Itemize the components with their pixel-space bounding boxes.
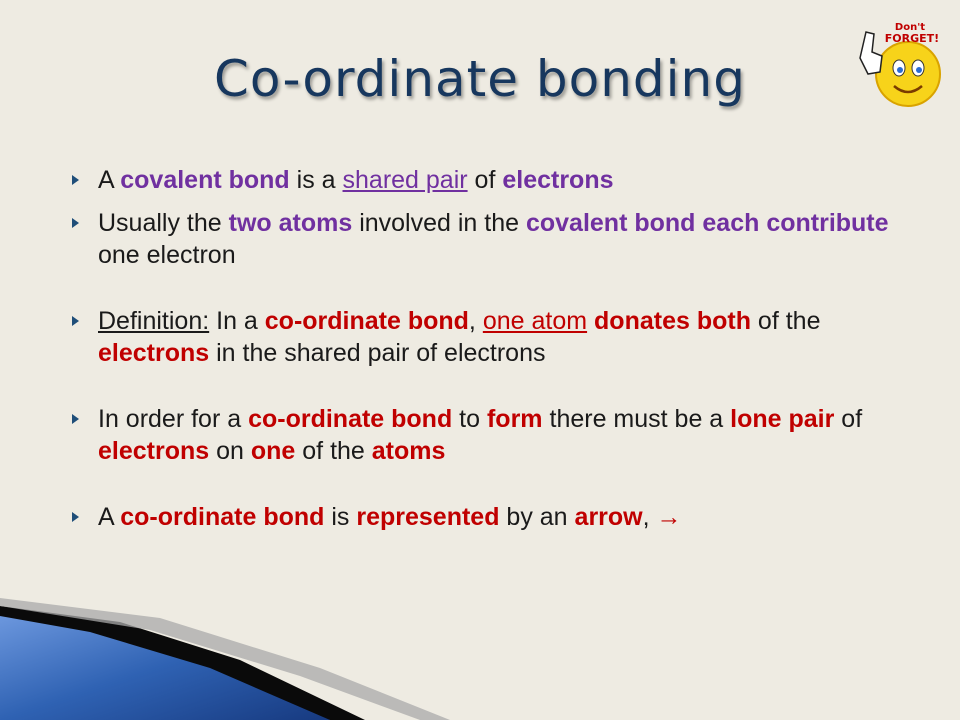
bullet-text-run: electrons <box>98 437 210 465</box>
bullet-text-run: In a <box>209 307 265 335</box>
bullet-text-run: on <box>209 437 251 465</box>
bullet-text-run: A <box>98 503 121 531</box>
bullet-text-run: co-ordinate bond <box>120 503 325 531</box>
bullet-item <box>72 403 902 467</box>
bullet-arrow-icon <box>72 316 79 326</box>
bullet-text-run: represented <box>356 503 500 531</box>
bullet-text-run: of <box>467 166 503 194</box>
bullet-text-run: → <box>656 503 682 531</box>
bullet-text-run: In order for a <box>98 405 249 433</box>
bullet-item <box>72 305 902 369</box>
bullet-text-run <box>587 307 594 335</box>
bullet-item <box>72 501 902 533</box>
bullet-text-run: donates <box>594 307 690 335</box>
bullet-text-run: lone pair <box>730 405 835 433</box>
bullet-text-run: atoms <box>371 437 446 465</box>
bullet-text-run: co-ordinate bond <box>264 307 469 335</box>
bullet-text-run: each contribute <box>702 209 889 237</box>
bullet-text-run: covalent bond <box>525 209 696 237</box>
bullet-text-run: is a <box>289 166 343 194</box>
bullet-text-run <box>690 307 697 335</box>
bullet-text-run: arrow <box>574 503 643 531</box>
bullet-text-run: of the <box>750 307 821 335</box>
smiley-face-icon <box>876 42 940 106</box>
bullet-text-run: Definition: <box>98 307 210 335</box>
bullet-arrow-icon <box>72 414 79 424</box>
sticker-line2: FORGET! <box>884 32 940 45</box>
bullet-text-run: electrons <box>98 339 210 367</box>
bullet-text-run: covalent bond <box>120 166 290 194</box>
bullet-text-run: Usually the <box>98 209 229 237</box>
bullet-arrow-icon <box>72 218 79 228</box>
bullet-text-run: A <box>98 166 121 194</box>
bullet-text-run: form <box>486 405 543 433</box>
bullet-text-run: shared pair <box>342 166 468 194</box>
bullet-list <box>72 164 902 533</box>
bullet-text-run: there must be a <box>542 405 731 433</box>
bullet-text-run: one atom <box>482 307 588 335</box>
dont-forget-sticker <box>854 16 950 108</box>
bullet-text-run: of <box>834 405 863 433</box>
sticker-line1: Don't <box>894 22 926 33</box>
bullet-item <box>72 207 902 271</box>
bullet-text-run: co-ordinate bond <box>248 405 453 433</box>
bullet-text-run: is <box>324 503 357 531</box>
bullet-text-run: both <box>696 307 751 335</box>
bullet-text-run: , <box>642 503 657 531</box>
bullet-text-run: one electron <box>98 241 236 269</box>
bullet-text-run: to <box>452 405 487 433</box>
pointing-hand-icon <box>860 32 882 74</box>
bullet-text-run: by an <box>499 503 575 531</box>
bullet-arrow-icon <box>72 512 79 522</box>
bullet-text-run: electrons <box>502 166 614 194</box>
bullet-text-run: of the <box>295 437 372 465</box>
bullet-item <box>72 164 902 196</box>
bullet-text-run: , <box>468 307 483 335</box>
page-title: Co-ordinate bonding <box>214 50 746 108</box>
bullet-text-run: one <box>250 437 296 465</box>
bullet-arrow-icon <box>72 175 79 185</box>
bullet-text-run: two atoms <box>228 209 353 237</box>
bullet-text-run: in the shared pair of electrons <box>209 339 546 367</box>
bullet-text-run: involved in the <box>352 209 526 237</box>
